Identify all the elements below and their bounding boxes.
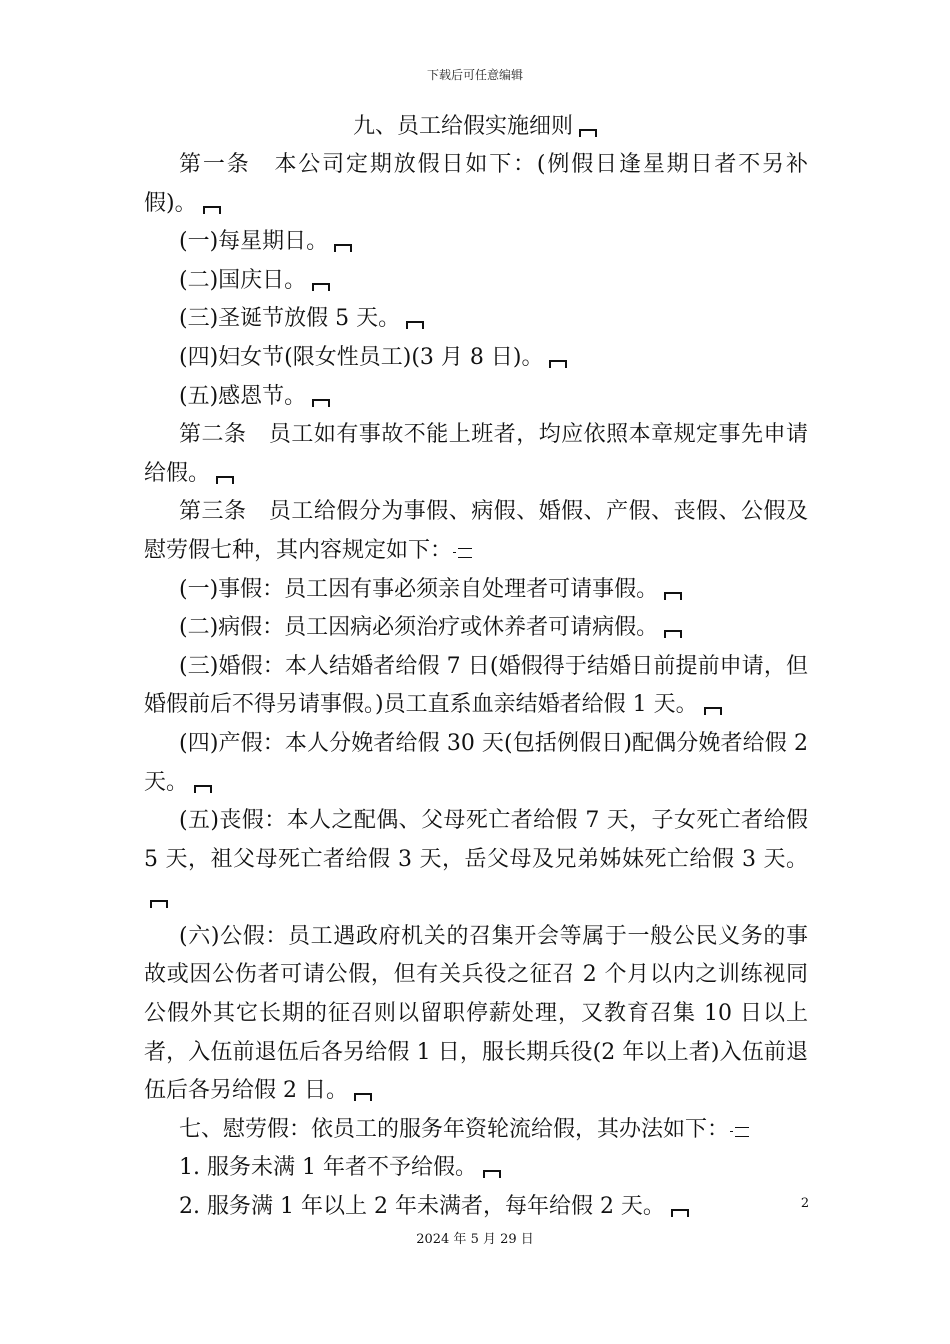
paragraph-mark-icon [312,399,330,407]
paragraph [144,1111,808,1150]
paragraph-text: (一)事假：员工因有事必须亲自处理者可请事假。 [179,576,659,602]
paragraph [144,571,808,610]
paragraph-text: 第三条 员工给假分为事假、病假、婚假、产假、丧假、公假及慰劳假七种，其内容规定如下： [144,499,808,563]
paragraph [144,802,808,918]
title-text: 九、员工给假实施细则 [352,114,573,139]
paragraph-text: (一)每星期日。 [179,229,329,255]
paragraph [144,223,808,262]
document-title [0,112,950,142]
paragraph-text: (五)感恩节。 [179,383,307,409]
paragraph-mark-icon [334,244,352,252]
paragraph-mark-icon [203,206,221,214]
paragraph-text: (四)产假：本人分娩者给假 30 天(包括例假日)配偶分娩者给假 2 天。 [144,730,808,795]
paragraph-text: 第一条 本公司定期放假日如下：(例假日逢星期日者不另补假)。 [144,152,808,216]
paragraph-mark-icon [704,707,722,715]
footer-date: 2024 年 5 月 29 日 [416,1232,534,1247]
paragraph [144,416,808,493]
paragraph-text: (六)公假：员工遇政府机关的召集开会等属于一般公民义务的事故或因公伤者可请公假，但有关兵役之征召 2 个月以内之训练视同公假外其它长期的征召则以留职停薪处理，又教育召集 10 日以上者，入伍前退伍后各另给假 1 日，服长期兵役(2 年以上者)入伍前退伍后各另给假 2 日。 [144,923,808,1104]
paragraph [144,1188,808,1227]
paragraph-text: (二)病假：员工因病必须治疗或休养者可请病假。 [179,615,659,641]
paragraph [144,300,808,339]
paragraph-mark-icon [150,900,168,908]
paragraph-mark-icon [216,476,234,484]
paragraph [144,918,808,1111]
paragraph-text: 2. 服务满 1 年以上 2 年未满者，每年给假 2 天。 [179,1194,665,1220]
paragraph-text: (二)国庆日。 [179,267,307,293]
paragraph-mark-icon [579,129,597,137]
page-number: 2 [800,1196,810,1211]
paragraph [144,493,808,570]
paragraph-mark-icon [406,321,424,329]
paragraph-mark-icon [671,1209,689,1217]
paragraph-mark-icon [194,785,212,793]
paragraph [144,378,808,417]
paragraph [144,146,808,223]
paragraph-text: 1. 服务未满 1 年者不予给假。 [179,1155,477,1181]
paragraph-text: 第二条 员工如有事故不能上班者，均应依照本章规定事先申请给假。 [144,422,808,486]
paragraph [144,1149,808,1188]
paragraph-mark-icon [312,283,330,291]
paragraph-mark-icon [549,360,567,368]
paragraph [144,262,808,301]
paragraph [144,609,808,648]
paragraph-text: 七、慰劳假：依员工的服务年资轮流给假，其办法如下： [179,1116,730,1142]
paragraph [144,725,808,802]
document-body [144,146,808,1227]
paragraph-mark-icon [354,1093,372,1101]
paragraph-mark-icon [664,630,682,638]
paragraph-text: (四)妇女节(限女性员工)(3 月 8 日)。 [179,344,544,370]
paragraph [144,648,808,725]
paragraph-text: (三)婚假：本人结婚者给假 7 日(婚假得于结婚日前提前申请，但婚假前后不得另请事假。)员工直系血亲结婚者给假 1 天。 [144,653,808,718]
line-break-mark-icon [735,1127,749,1137]
paragraph-mark-icon [664,592,682,600]
header-note: 下载后可任意编辑 [426,68,523,82]
paragraph-text: (五)丧假：本人之配偶、父母死亡者给假 7 天，子女死亡者给假 5 天，祖父母死亡者给假 3 天，岳父母及兄弟姊妹死亡给假 3 天。 [144,808,808,872]
line-break-mark-icon [458,548,472,558]
paragraph-text: (三)圣诞节放假 5 天。 [179,306,401,332]
paragraph [144,339,808,378]
paragraph-mark-icon [483,1170,501,1178]
